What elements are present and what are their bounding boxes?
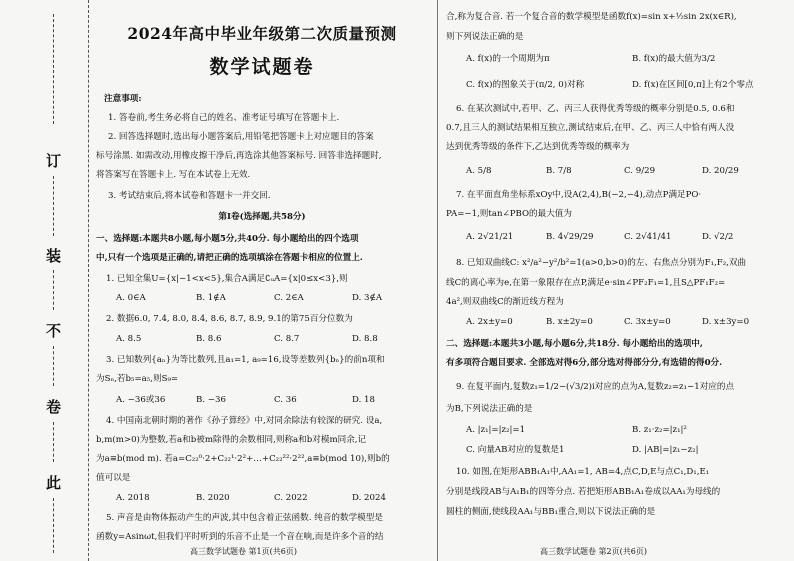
notice-line: 标号涂黑. 如需改动,用橡皮擦干净后,再选涂其他答案标号. 回答非选择题时, — [96, 151, 382, 161]
section-heading: 有多项符合题目要求. 全部选对得6分,部分选对得部分分,有选错的得0分. — [446, 358, 723, 368]
q4-option: A. 2018 — [116, 493, 150, 503]
q9-option: C. 向量AB对应的复数是1 — [466, 445, 565, 455]
q4-option: D. 2024 — [352, 493, 386, 503]
margin-dash — [53, 346, 55, 386]
notice-heading: 注意事项: — [104, 94, 142, 104]
question-4: 为a≡b(mod m). 若a=C₂₂⁰·2+C₂₂¹·2²+…+C₂₂²²·2²²,a≡b(mod 10),则b的 — [96, 454, 390, 464]
question-10: 分别是线段AB与A₁B₁的四等分点. 若把矩形ABB₁A₁卷成以AA₁为母线的 — [446, 487, 721, 497]
margin-word: 此 — [46, 474, 62, 492]
notice-line: 2. 回答选择题时,选出每小题答案后,用铅笔把答题卡上对应题目的答案 — [108, 132, 374, 142]
q3-option: C. 36 — [274, 395, 297, 405]
section-heading: 二、选择题:本题共3小题,每小题6分,共18分. 每小题给出的选项中, — [446, 339, 703, 349]
q6-option: B. 7/8 — [546, 166, 572, 176]
question-9: 9. 在复平面内,复数z₁=1/2−(√3/2)i对应的点为A,复数z₂=z₁−1对应的点 — [456, 382, 735, 392]
q1-option: B. 1∉A — [196, 293, 226, 303]
question-7: PA=−1,则tan∠PBO的最大值为 — [446, 209, 572, 219]
q7-option: B. 4√29/29 — [546, 232, 594, 242]
margin-word: 不 — [46, 322, 62, 340]
q3-option: A. −36或36 — [116, 395, 166, 405]
question-5: 函数y=Asinωt,但我们平时听到的乐音不止是一个音在响,而是许多个音的结 — [96, 532, 384, 542]
notice-line: 3. 考试结束后,将本试卷和答题卡一并交回. — [108, 191, 271, 201]
q2-option: B. 8.6 — [196, 334, 222, 344]
margin-dash — [53, 498, 55, 553]
q1-option: C. 2∈A — [274, 293, 304, 303]
q2-option: D. 8.8 — [352, 334, 378, 344]
question-7: 7. 在平面直角坐标系xOy中,设A(2,4),B(−2,−4),动点P满足PO· — [456, 190, 702, 200]
question-3: 3. 已知数列{aₙ}为等比数列,且a₁=1, a₉=16,设等差数列{bₙ}的前n项和 — [106, 355, 385, 365]
part1-heading: 第Ⅰ卷(选择题,共58分) — [218, 212, 306, 222]
q4-option: B. 2020 — [196, 493, 230, 503]
q6-option: D. 20/29 — [702, 166, 739, 176]
q2-option: A. 8.5 — [116, 334, 142, 344]
section-heading: 一、选择题:本题共8小题,每小题5分,共40分. 每小题给出的四个选项 — [96, 234, 359, 244]
notice-line: 1. 答卷前,考生务必将自己的姓名、准考证号填写在答题卡上. — [108, 113, 340, 123]
section-heading: 中,只有一个选项是正确的,请把正确的选项填涂在答题卡相应的位置上. — [96, 253, 363, 263]
page-divider — [437, 0, 439, 561]
question-6: 达到优秀等级的条件下,乙达到优秀等级的概率为 — [446, 142, 630, 152]
q5-option: C. f(x)的图象关于(π/2, 0)对称 — [466, 80, 585, 90]
question-6: 0.7,且三人的测试结果相互独立,测试结束后,在甲、乙、丙三人中恰有两人没 — [446, 123, 735, 133]
question-5-cont: 则下列说法正确的是 — [446, 32, 524, 42]
q1-option: A. 0∈A — [116, 293, 146, 303]
margin-word: 装 — [46, 247, 62, 265]
question-3: 为Sₙ,若b₅=a₅,则S₉= — [96, 374, 179, 384]
question-4: b,m(m>0)为整数,若a和b被m除得的余数相同,则称a和b对模m同余,记 — [96, 435, 367, 445]
q8-option: B. x±2y=0 — [546, 317, 593, 327]
q6-option: C. 9/29 — [624, 166, 656, 176]
q7-option: A. 2√21/21 — [466, 232, 514, 242]
q3-option: D. 18 — [352, 395, 375, 405]
exam-subtitle: 数学试题卷 — [209, 56, 315, 78]
q5-option: B. f(x)的最大值为3/2 — [632, 54, 716, 64]
binding-margin — [0, 0, 89, 561]
q9-option: B. z₁·z₂=|z₁|² — [632, 425, 687, 435]
question-10: 10. 如图,在矩形ABB₁A₁中,AA₁=1, AB=4,点C,D,E与点C₁,D₁,E₁ — [456, 467, 710, 477]
q7-option: C. 2√41/41 — [624, 232, 672, 242]
question-10: 圆柱的侧面,使线段AA₁与BB₁重合,则以下说法正确的是 — [446, 507, 656, 517]
question-4: 值可以是 — [96, 473, 131, 483]
question-4: 4. 中国南北朝时期的著作《孙子算经》中,对同余除法有较深的研究. 设a, — [106, 416, 383, 426]
question-1: 1. 已知全集U={x|−1<x<5},集合A满足∁ᵤA={x|0≤x<3},则 — [106, 274, 348, 284]
q8-option: A. 2x±y=0 — [466, 317, 513, 327]
margin-word: 卷 — [46, 398, 62, 416]
q6-option: A. 5/8 — [466, 166, 492, 176]
question-9: 为B,下列说法正确的是 — [446, 404, 533, 414]
q8-option: C. 3x±y=0 — [624, 317, 671, 327]
margin-word: 订 — [46, 152, 62, 170]
q9-option: D. |AB|=|z₁−z₂| — [632, 445, 699, 455]
question-5: 5. 声音是由物体振动产生的声波,其中包含着正弦函数. 纯音的数学模型是 — [106, 513, 383, 523]
question-8: 4a²,则双曲线C的渐近线方程为 — [446, 297, 564, 307]
page-footer: 高三数学试题卷 第1页(共6页) — [190, 547, 297, 556]
q4-option: C. 2022 — [274, 493, 308, 503]
question-8: 8. 已知双曲线C: x²/a²−y²/b²=1(a>0,b>0)的左、右焦点分别为F₁,F₂,双曲 — [456, 258, 747, 268]
question-6: 6. 在某次测试中,若甲、乙、丙三人获得优秀等级的概率分别是0.5, 0.6和 — [456, 104, 735, 114]
q7-option: D. √2/2 — [702, 232, 734, 242]
q8-option: D. x±3y=0 — [702, 317, 750, 327]
notice-line: 将答案写在答题卡上. 写在本试卷上无效. — [96, 170, 251, 180]
margin-dash — [53, 176, 55, 236]
question-5-cont: 合,称为复合音. 若一个复合音的数学模型是函数f(x)=sin x+½sin 2x(x∈R), — [446, 12, 737, 22]
q1-option: D. 3∉A — [352, 293, 383, 303]
page-footer: 高三数学试题卷 第2页(共6页) — [540, 547, 647, 556]
q2-option: C. 8.7 — [274, 334, 300, 344]
q5-option: A. f(x)的一个周期为π — [466, 54, 550, 64]
margin-dash — [53, 422, 55, 462]
q3-option: B. −36 — [196, 395, 226, 405]
exam-title: 2024年高中毕业年级第二次质量预测 — [127, 24, 397, 43]
margin-dash — [53, 270, 55, 310]
question-8: 线C的离心率为e,在第一象限存在点P,满足e·sin∠PF₂F₁=1,且S△PF₁F₂= — [446, 278, 726, 288]
q5-option: D. f(x)在区间[0,π]上有2个零点 — [632, 80, 754, 90]
margin-dash — [53, 14, 55, 124]
q9-option: A. |z₁|=|z₂|=1 — [466, 425, 526, 435]
question-2: 2. 数据6.0, 7.4, 8.0, 8.4, 8.6, 8.7, 8.9, 9.1的第75百分位数为 — [106, 314, 353, 324]
